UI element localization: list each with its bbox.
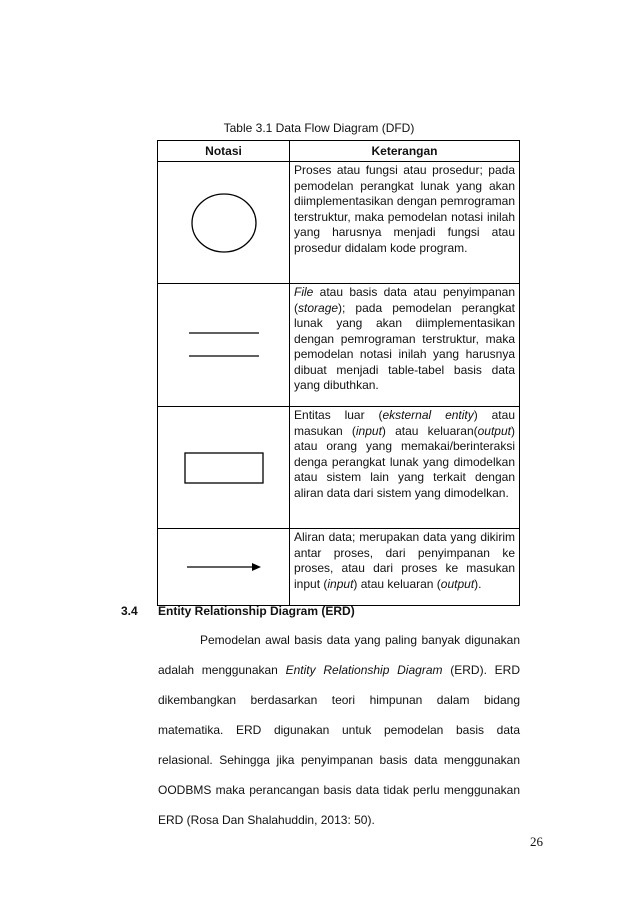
notation-cell [158,284,290,407]
body-paragraph [158,625,520,835]
table-row [158,162,520,284]
data-flow-arrow-symbol [186,561,262,573]
table-row [158,529,520,606]
external-entity-symbol [184,452,264,484]
paragraph-text: Pemodelan awal basis data yang paling banyak digunakan adalah menggunakan Entity Relationship Diagram (ERD). ERD dikembangkan berdasarkan teori himpunan dalam bidang matematika. ERD digunakan untuk pemodelan basis data relasional. Sehingga jika penyimpanan basis data menggunakan OODBMS maka perancangan basis data tidak perlu menggunakan ERD (Rosa Dan Shalahuddin, 2013: 50). [158,633,520,827]
section-number: 3.4 [121,604,138,618]
description-cell [290,284,520,407]
row-description: Aliran data; merupakan data yang dikirim antar proses, dari penyimpanan ke proses, atau dari proses ke masukan input (input) atau keluaran (output). [294,530,515,591]
header-keterangan: Keterangan [290,141,520,162]
notation-cell [158,162,290,284]
table-row [158,407,520,529]
header-notasi: Notasi [158,141,290,162]
dfd-notation-table [157,140,520,606]
table-header-row [158,141,520,162]
section-title: Entity Relationship Diagram (ERD) [158,604,355,618]
table-row [158,284,520,407]
description-cell [290,529,520,606]
description-cell [290,407,520,529]
section-heading [121,604,355,618]
notation-cell [158,407,290,529]
row-description: File atau basis data atau penyimpanan (storage); pada pemodelan perangkat lunak yang akan diimplementasikan dengan pemrograman terstruktur, maka pemodelan notasi inilah yang harusnya dibuat menjadi table-tabel basis data yang dibuthkan. [294,285,515,392]
table-caption: Table 3.1 Data Flow Diagram (DFD) [223,121,415,135]
process-circle-symbol [190,192,258,254]
data-store-symbol [188,330,260,360]
page-number: 26 [530,834,543,849]
row-description: Entitas luar (eksternal entity) atau masukan (input) atau keluaran(output) atau orang yang memakai/berinteraksi denga perangkat lunak yang dimodelkan atau sistem lain yang terkait dengan aliran data dari sistem yang dimodelkan. [294,408,515,500]
row-description: Proses atau fungsi atau prosedur; pada pemodelan perangkat lunak yang akan diimplementasikan dengan pemrograman terstruktur, maka pemodelan notasi inilah yang harusnya menjadi fungsi atau prosedur didalam kode program. [294,163,515,255]
notation-cell [158,529,290,606]
description-cell [290,162,520,284]
